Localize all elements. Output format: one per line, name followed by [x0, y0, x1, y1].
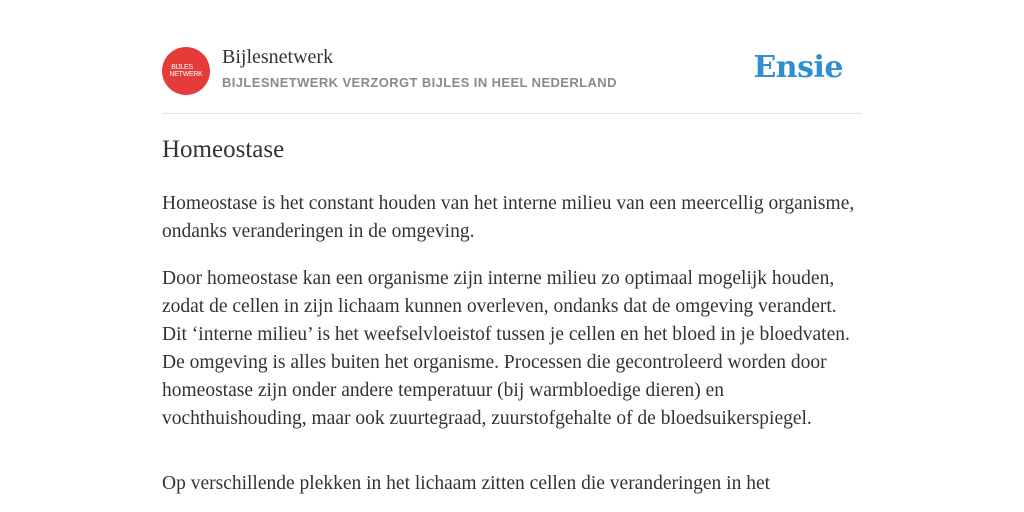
- logo-text-line1: BIJLES: [171, 64, 193, 71]
- article-paragraph: Op verschillende plekken in het lichaam zitten cellen die veranderingen in het: [162, 473, 771, 494]
- bijlesnetwerk-logo[interactable]: [162, 47, 210, 95]
- ensie-brand-logo[interactable]: Ensie: [753, 50, 843, 85]
- content-container: [162, 0, 862, 494]
- article-title: Homeostase: [162, 136, 285, 163]
- logo-text-line2: NETWERK: [169, 71, 203, 78]
- site-name-link[interactable]: Bijlesnetwerk: [222, 46, 334, 68]
- article-paragraph: Homeostase is het constant houden van het interne milieu van een meercellig organisme, ondanks veranderingen in de omgeving.: [162, 193, 855, 242]
- article-paragraph: Door homeostase kan een organisme zijn interne milieu zo optimaal mogelijk houden, zodat de cellen in zijn lichaam kunnen overleven, ondanks dat de omgeving verandert. Dit ‘interne milieu’ is het weefselvloeistof tussen je cellen en het bloed in je bloedvaten. De omgeving is alles buiten het organisme. Processen die gecontroleerd worden door homeostase zijn onder andere temperatuur (bij warmbloedige dieren) en vochthuishouding, maar ook zuurtegraad, zuurstofgehalte of de bloedsuikerspiegel.: [162, 268, 850, 429]
- article-body: [162, 190, 862, 512]
- site-tagline: BIJLESNETWERK VERZORGT BIJLES IN HEEL NEDERLAND: [222, 75, 617, 90]
- site-header: [162, 0, 862, 114]
